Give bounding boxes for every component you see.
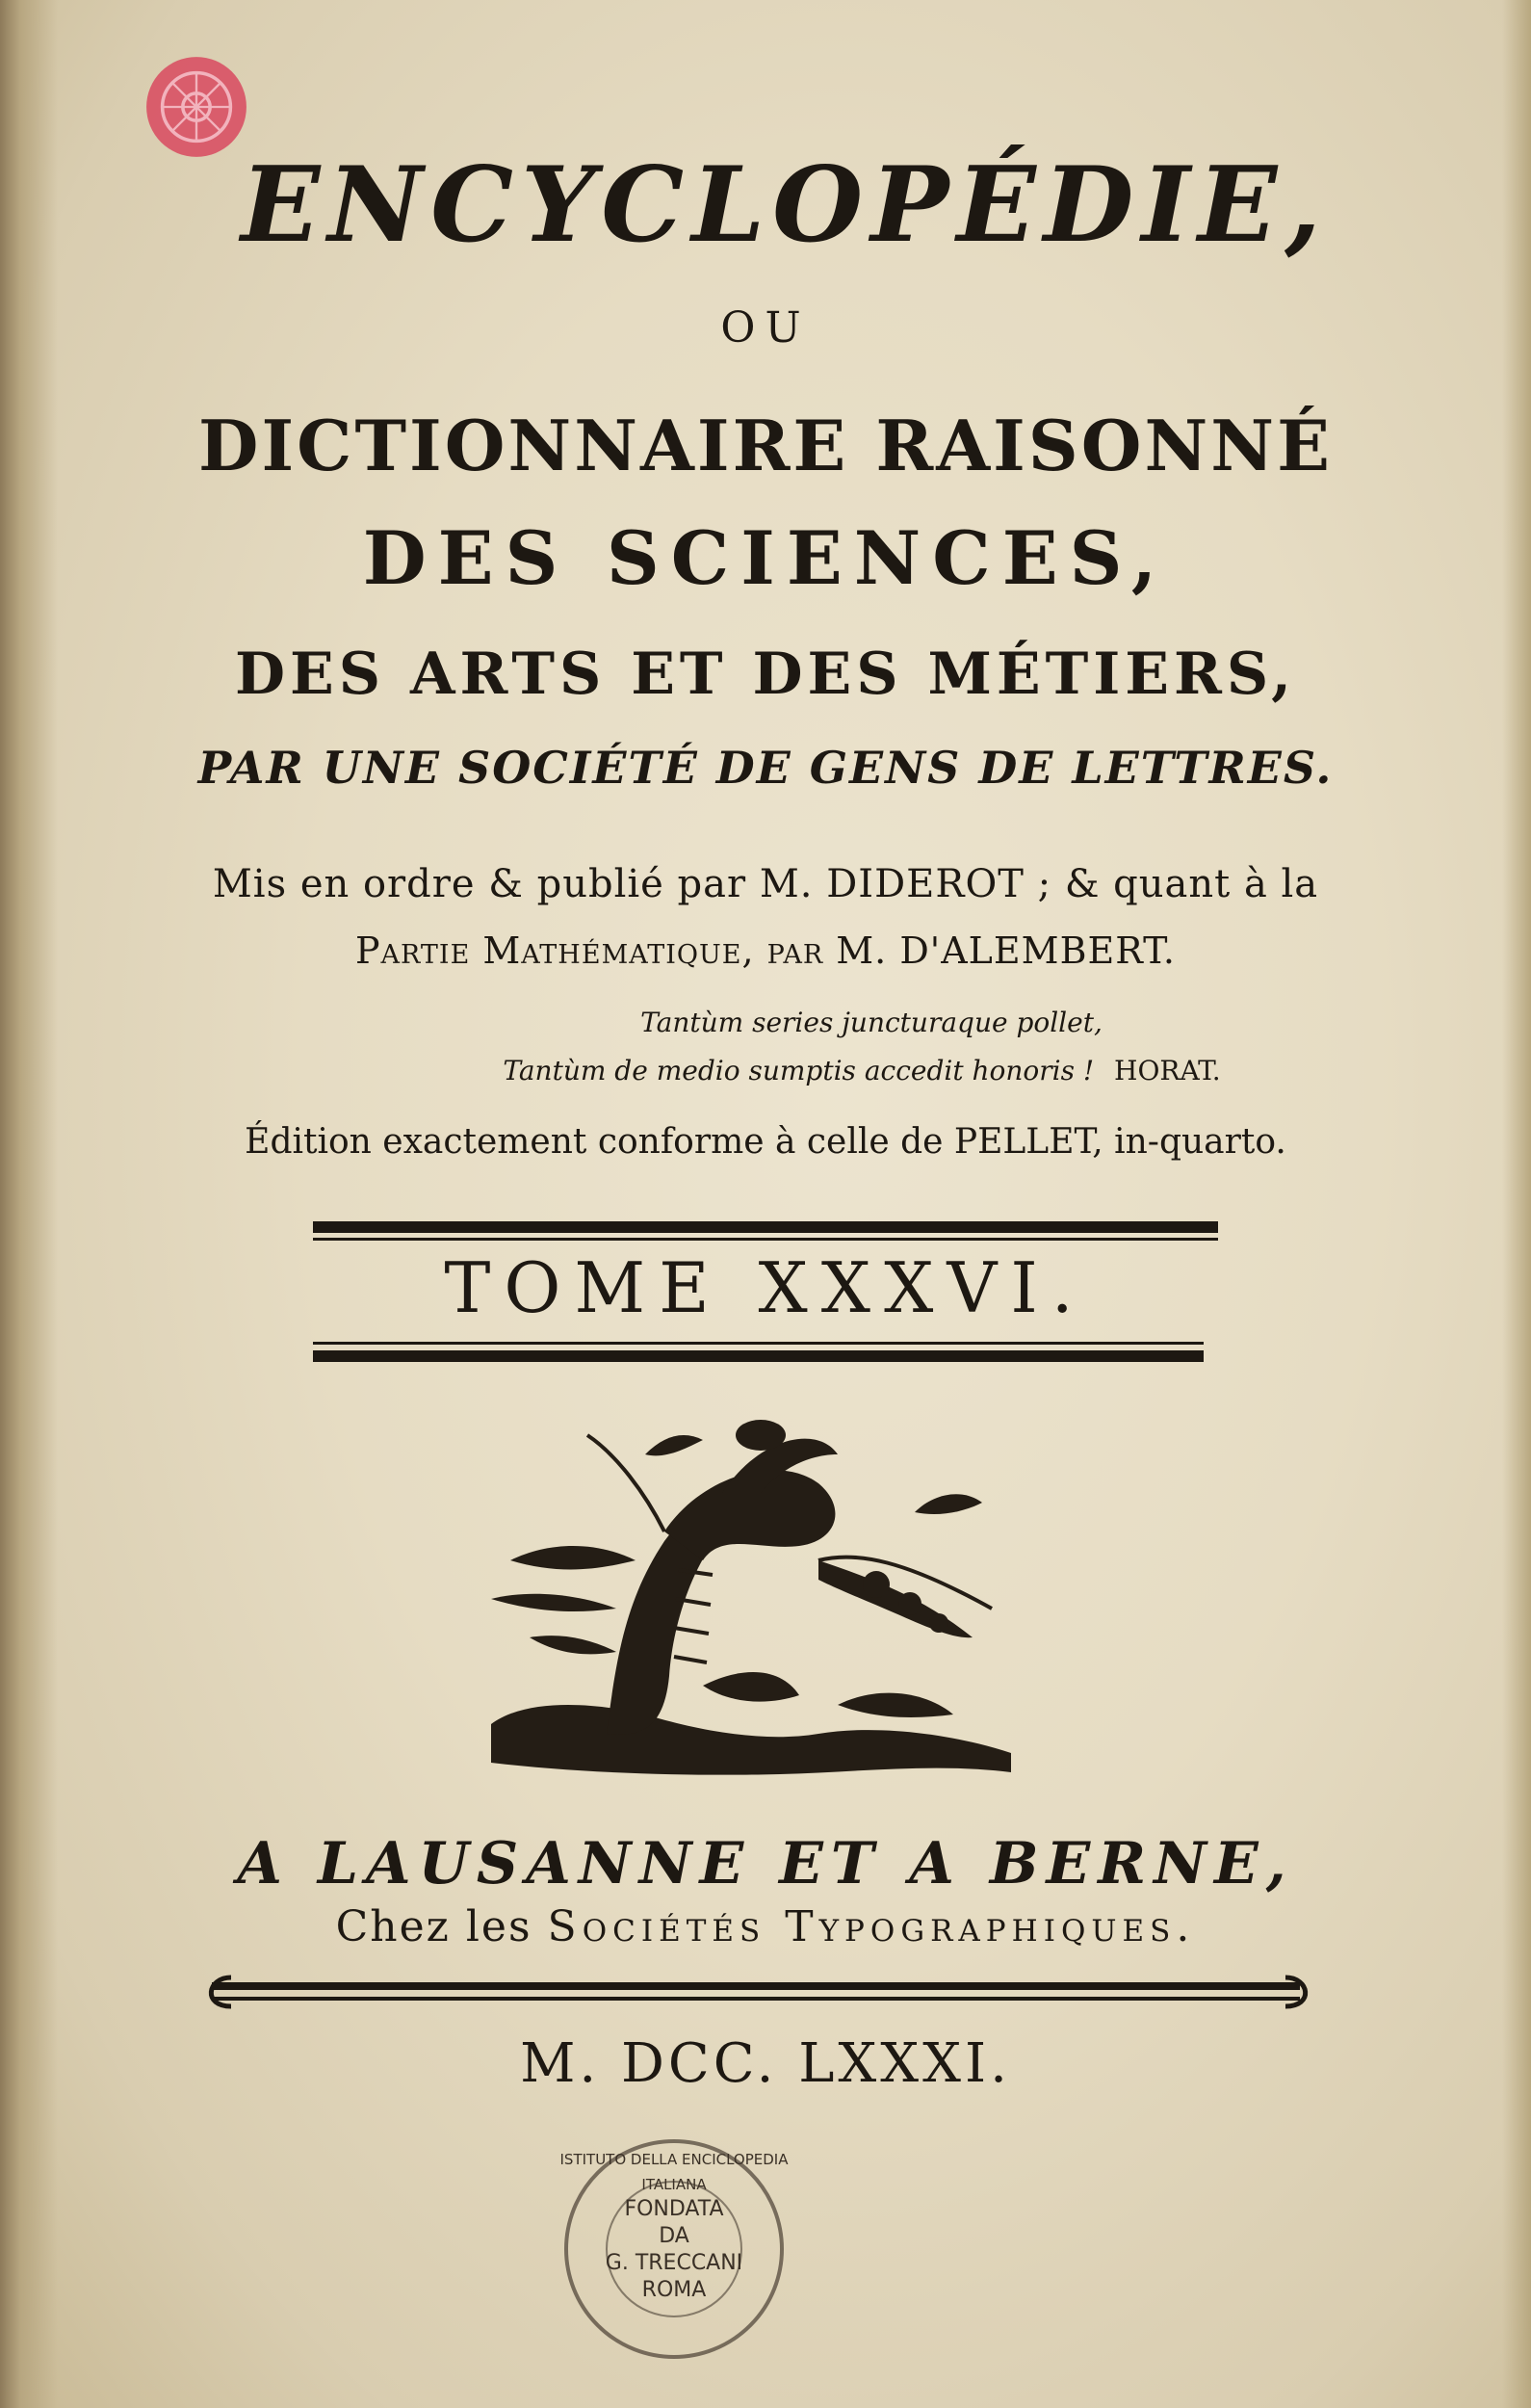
- stamp-line-5: ROMA: [641, 2278, 707, 2302]
- title-connector: OU: [720, 303, 811, 353]
- rule-end-left-icon: [197, 1973, 236, 2011]
- library-stamp: [558, 2133, 790, 2365]
- edition-note: Édition exactement conforme à celle de PELLET, in-quarto.: [245, 1122, 1286, 1162]
- ornamental-rule-top: [212, 1982, 1300, 1990]
- epigraph-line-1: Tantùm series juncturaque pollet,: [640, 1007, 1103, 1038]
- epigraph-text: Tantùm de medio sumptis accedit honoris !: [503, 1055, 1095, 1086]
- imprint-place: A LAUSANNE ET A BERNE,: [237, 1830, 1294, 1898]
- rule-bottom: [313, 1350, 1204, 1362]
- imprint-publisher-name: Sociétés Typographiques.: [547, 1902, 1196, 1951]
- stamp-line-4: G. TRECCANI: [605, 2251, 743, 2275]
- stamp-line-2: FONDATA: [624, 2197, 724, 2221]
- epigraph-line-2: [193, 1055, 1531, 1086]
- imprint-publisher: [0, 1902, 1531, 1951]
- editors-diderot: Mis en ordre & publié par M. DIDEROT ; & quant à la: [212, 862, 1319, 906]
- rule-top: [313, 1221, 1218, 1233]
- volume-number: TOME XXXVI.: [444, 1247, 1087, 1328]
- title-sciences: DES SCIENCES,: [362, 515, 1169, 601]
- title-arts-metiers: DES ARTS ET DES MÉTIERS,: [234, 641, 1296, 708]
- title-dictionnaire: DICTIONNAIRE RAISONNÉ: [198, 405, 1333, 486]
- title-society: PAR UNE SOCIÉTÉ DE GENS DE LETTRES.: [197, 742, 1334, 794]
- stamp-line-1: ISTITUTO DELLA ENCICLOPEDIA ITALIANA: [559, 2151, 789, 2193]
- rule-end-right-icon: [1281, 1973, 1319, 2011]
- rule-top-thin: [313, 1238, 1218, 1241]
- ornamental-rule-bottom: [212, 1997, 1300, 2001]
- title-encyclopedie: ENCYCLOPÉDIE,: [241, 144, 1329, 266]
- editors-dalembert: Partie Mathématique, par M. D'ALEMBERT.: [354, 929, 1177, 972]
- imprint-publisher-prefix: Chez les: [335, 1902, 532, 1951]
- rule-bottom-thin: [313, 1342, 1204, 1345]
- epigraph-attribution: HORAT.: [1114, 1055, 1221, 1086]
- imprint-date: M. DCC. LXXXI.: [520, 2032, 1011, 2095]
- stamp-line-3: DA: [659, 2224, 689, 2248]
- vignette-ornament-icon: [472, 1416, 1030, 1792]
